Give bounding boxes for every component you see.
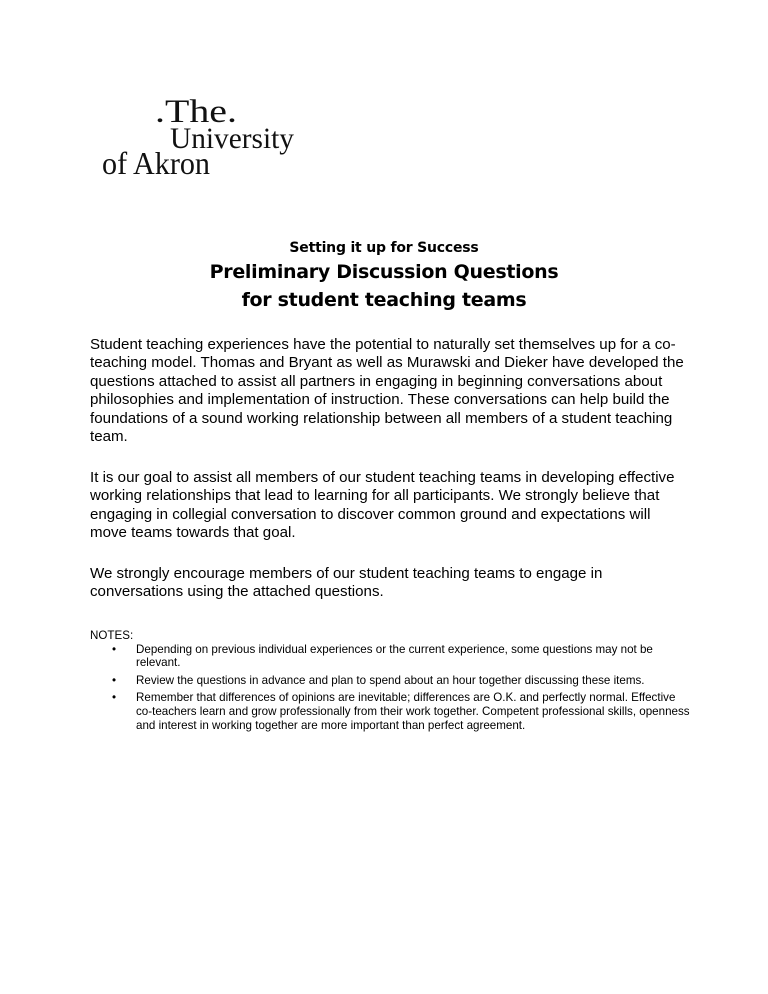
notes-section — [90, 629, 690, 736]
notes-list-item — [90, 691, 690, 732]
notes-label: NOTES: — [90, 629, 134, 642]
document-title-line-1: Preliminary Discussion Questions — [209, 261, 559, 283]
notes-list — [90, 643, 690, 733]
document-title-line-2: for student teaching teams — [241, 289, 527, 311]
notes-item-text: Remember that differences of opinions are inevitable; differences are O.K. and perfectly normal. Effective co-teachers learn and grow professionally from their work together. Competent professional skills, openness and interest in working together are more important than perfect agreement. — [136, 691, 690, 732]
document-subtitle: Setting it up for Success — [289, 240, 479, 256]
notes-item-text: Depending on previous individual experiences or the current experience, some questions may not be relevant. — [136, 642, 653, 670]
bullet-icon: • — [112, 642, 117, 656]
university-logo — [98, 96, 294, 180]
logo-line-the: .The. — [155, 96, 237, 130]
logo-line-university: University — [170, 122, 294, 155]
notes-list-item — [90, 643, 690, 670]
logo-line-of-akron: of Akron — [102, 145, 210, 180]
bullet-icon: • — [112, 673, 117, 687]
bullet-icon: • — [112, 691, 117, 705]
heading-block — [0, 238, 768, 314]
notes-list-item — [90, 674, 690, 688]
notes-item-text: Review the questions in advance and plan to spend about an hour together discussing these items. — [136, 673, 645, 687]
encouragement-paragraph: We strongly encourage members of our student teaching teams to engage in conversations using the attached questions. — [90, 565, 603, 601]
goal-paragraph: It is our goal to assist all members of our student teaching teams in developing effective working relationships that lead to learning for all participants. We strongly believe that engaging in collegial conversation to discover common ground and expectations will move teams towards that goal. — [90, 469, 675, 542]
intro-paragraph: Student teaching experiences have the potential to naturally set themselves up for a co-teaching model. Thomas and Bryant as well as Murawski and Dieker have developed the questions attached to assist all partners in engaging in beginning conversations about philosophies and implementation of instruction. These conversations can help build the foundations of a sound working relationship between all members of a student teaching team. — [90, 336, 684, 446]
